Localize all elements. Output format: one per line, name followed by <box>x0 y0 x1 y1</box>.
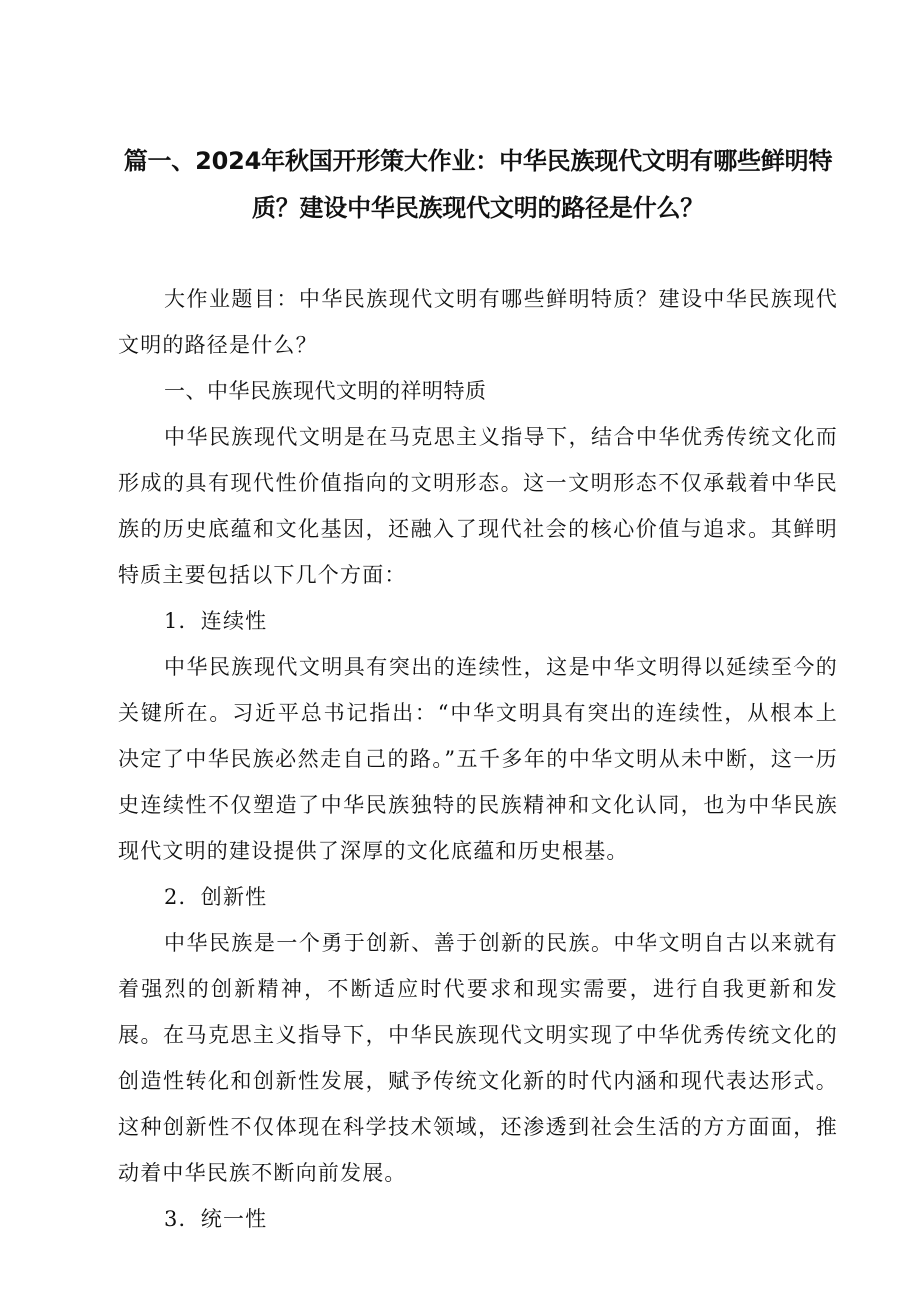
assignment-prompt: 大作业题目：中华民族现代文明有哪些鲜明特质？建设中华民族现代文明的路径是什么？ <box>118 287 838 357</box>
document-title: 篇一、2024年秋国开形策大作业：中华民族现代文明有哪些鲜明特质？建设中华民族现代文明的路径是什么？ <box>123 147 833 222</box>
continuity-paragraph: 中华民族现代文明具有突出的连续性，这是中华文明得以延续至今的关键所在。习近平总书记指出：“中华文明具有突出的连续性，从根本上决定了中华民族必然走自己的路。”五千多年的中华文明从未中断，这一历史连续性不仅塑造了中华民族独特的民族精神和文化认同，也为中华民族现代文明的建设提供了深厚的文化底蕴和历史根基。 <box>118 655 838 863</box>
section-heading: 一、中华民族现代文明的祥明特质 <box>164 379 487 403</box>
item-heading-unity: 3．统一性 <box>164 1207 268 1231</box>
intro-paragraph: 中华民族现代文明是在马克思主义指导下，结合中华优秀传统文化而形成的具有现代性价值指向的文明形态。这一文明形态不仅承载着中华民族的历史底蕴和文化基因，还融入了现代社会的核心价值与追求。其鲜明特质主要包括以下几个方面： <box>118 425 838 587</box>
item-heading-continuity: 1．连续性 <box>164 609 268 633</box>
document-body <box>118 276 838 1242</box>
item-heading-innovation: 2．创新性 <box>164 885 268 909</box>
innovation-paragraph: 中华民族是一个勇于创新、善于创新的民族。中华文明自古以来就有着强烈的创新精神，不断适应时代要求和现实需要，进行自我更新和发展。在马克思主义指导下，中华民族现代文明实现了中华优秀传统文化的创造性转化和创新性发展，赋予传统文化新的时代内涵和现代表达形式。这种创新性不仅体现在科学技术领域，还渗透到社会生活的方方面面，推动着中华民族不断向前发展。 <box>118 931 838 1185</box>
